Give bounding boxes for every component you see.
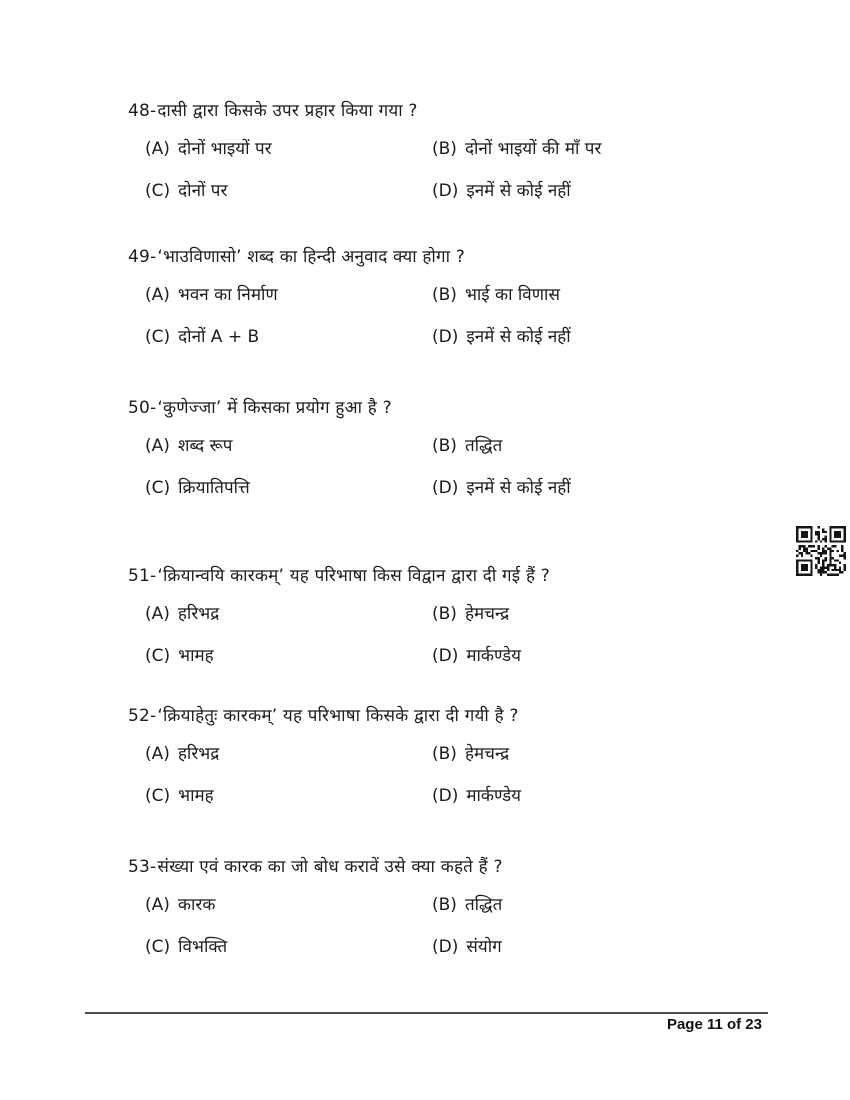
- question-line: [128, 705, 768, 727]
- option-d: [432, 477, 768, 499]
- question-52: [128, 705, 768, 807]
- option-text: शब्द रूप: [177, 436, 233, 456]
- question-50: [128, 397, 768, 499]
- option-a: [145, 284, 432, 306]
- question-number: 51-: [128, 566, 157, 586]
- question-line: [128, 856, 768, 878]
- option-text: दोनों भाइयों पर: [177, 139, 272, 159]
- option-label: (D): [432, 646, 459, 666]
- option-text: तद्धित: [464, 436, 503, 456]
- option-text: क्रियातिपत्ति: [178, 478, 250, 498]
- option-label: (B): [432, 604, 457, 624]
- question-51: [128, 565, 768, 667]
- option-d: [432, 785, 768, 807]
- page-number: Page 11 of 23: [666, 1016, 762, 1033]
- option-label: (C): [145, 646, 171, 666]
- question-title: संख्या एवं कारक का जो बोध करावें उसे क्या कहते हैं ?: [157, 857, 503, 877]
- options: [145, 603, 768, 667]
- option-d: [432, 180, 768, 202]
- question-line: [128, 565, 768, 587]
- question-title: ‘कुणेज्जा’ में किसका प्रयोग हुआ है ?: [157, 398, 392, 418]
- option-d: [432, 326, 768, 348]
- option-b: [432, 435, 768, 457]
- footer-divider: [85, 1012, 768, 1014]
- option-d: [432, 936, 768, 958]
- option-label: (A): [145, 604, 170, 624]
- option-label: (C): [145, 327, 171, 347]
- options: [145, 138, 768, 202]
- options: [145, 894, 768, 958]
- options: [145, 284, 768, 348]
- option-text: तद्धित: [464, 895, 503, 915]
- option-d: [432, 645, 768, 667]
- question-48: [128, 100, 768, 202]
- question-title: दासी द्वारा किसके उपर प्रहार किया गया ?: [157, 101, 418, 121]
- option-label: (D): [432, 478, 459, 498]
- option-label: (B): [432, 744, 457, 764]
- option-text: भाई का विणास: [464, 285, 560, 305]
- option-text: विभक्ति: [178, 937, 228, 957]
- option-text: संयोग: [466, 937, 502, 957]
- option-label: (B): [432, 285, 457, 305]
- question-title: ‘क्रियाहेतुः कारकम्’ यह परिभाषा किसके द्वारा दी गयी है ?: [157, 706, 519, 726]
- option-text: इनमें से कोई नहीं: [466, 478, 571, 498]
- options: [145, 435, 768, 499]
- option-label: (C): [145, 937, 171, 957]
- option-a: [145, 743, 432, 765]
- option-c: [145, 326, 432, 348]
- question-line: [128, 397, 768, 419]
- option-label: (A): [145, 744, 170, 764]
- option-label: (C): [145, 478, 171, 498]
- option-text: भवन का निर्माण: [177, 285, 278, 305]
- option-label: (C): [145, 181, 171, 201]
- option-text: भामह: [178, 786, 214, 806]
- option-text: मार्कण्डेय: [466, 646, 522, 666]
- question-title: ‘क्रियान्वयि कारकम्’ यह परिभाषा किस विद्वान द्वारा दी गई हैं ?: [157, 566, 551, 586]
- question-53: [128, 856, 768, 958]
- option-label: (A): [145, 895, 170, 915]
- question-line: [128, 246, 768, 268]
- option-label: (B): [432, 895, 457, 915]
- option-text: हेमचन्द्र: [464, 744, 510, 764]
- option-text: भामह: [178, 646, 214, 666]
- option-text: मार्कण्डेय: [466, 786, 522, 806]
- option-text: दोनों पर: [178, 181, 228, 201]
- option-label: (D): [432, 181, 459, 201]
- question-number: 49-: [128, 247, 157, 267]
- option-c: [145, 477, 432, 499]
- option-text: हेमचन्द्र: [464, 604, 510, 624]
- option-label: (D): [432, 937, 459, 957]
- option-text: कारक: [177, 895, 216, 915]
- option-text: दोनों A + B: [178, 327, 260, 347]
- question-line: [128, 100, 768, 122]
- question-title: ‘भाउविणासो’ शब्द का हिन्दी अनुवाद क्या होगा ?: [157, 247, 466, 267]
- option-a: [145, 894, 432, 916]
- option-b: [432, 603, 768, 625]
- qr-code: [796, 526, 846, 576]
- question-number: 53-: [128, 857, 157, 877]
- option-label: (B): [432, 436, 457, 456]
- option-label: (A): [145, 285, 170, 305]
- options: [145, 743, 768, 807]
- option-label: (C): [145, 786, 171, 806]
- question-49: [128, 246, 768, 348]
- question-number: 48-: [128, 101, 157, 121]
- option-label: (D): [432, 786, 459, 806]
- option-label: (D): [432, 327, 459, 347]
- option-text: दोनों भाइयों की माँ पर: [464, 139, 602, 159]
- option-text: इनमें से कोई नहीं: [466, 327, 571, 347]
- question-number: 50-: [128, 398, 157, 418]
- option-a: [145, 138, 432, 160]
- option-text: हरिभद्र: [177, 744, 220, 764]
- option-label: (A): [145, 139, 170, 159]
- option-b: [432, 138, 768, 160]
- option-a: [145, 603, 432, 625]
- option-c: [145, 645, 432, 667]
- option-c: [145, 936, 432, 958]
- question-number: 52-: [128, 706, 157, 726]
- option-b: [432, 894, 768, 916]
- option-label: (A): [145, 436, 170, 456]
- option-text: इनमें से कोई नहीं: [466, 181, 571, 201]
- option-c: [145, 785, 432, 807]
- option-text: हरिभद्र: [177, 604, 220, 624]
- option-b: [432, 743, 768, 765]
- option-label: (B): [432, 139, 457, 159]
- option-b: [432, 284, 768, 306]
- option-a: [145, 435, 432, 457]
- option-c: [145, 180, 432, 202]
